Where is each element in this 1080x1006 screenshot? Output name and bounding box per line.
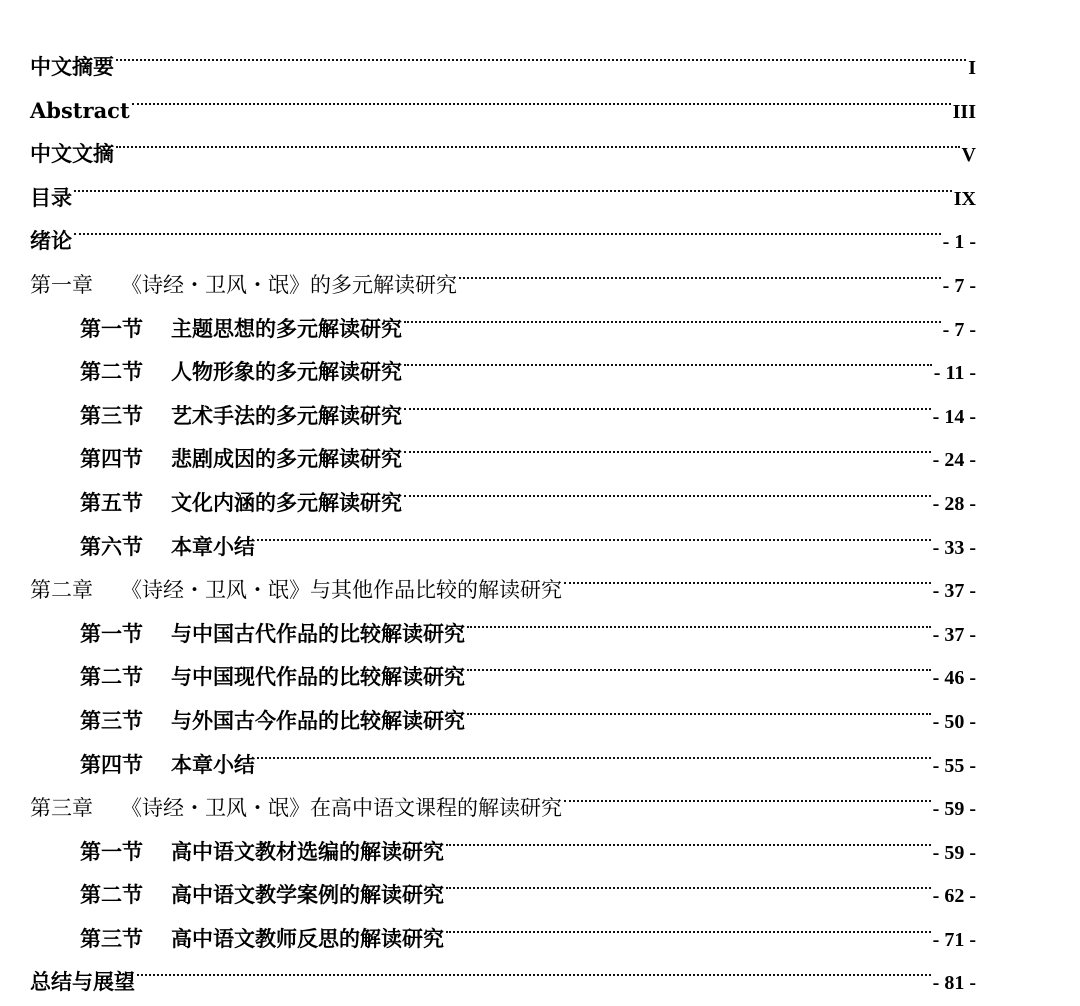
- toc-entry-title: 艺术手法的多元解读研究: [171, 402, 402, 428]
- toc-section-number: 第二节: [80, 359, 143, 385]
- toc-entry-title: 高中语文教材选编的解读研究: [171, 838, 444, 864]
- dot-leader: [446, 815, 931, 859]
- toc-section-number: 第一节: [80, 620, 143, 646]
- dot-leader: [467, 641, 931, 685]
- toc-entry[interactable]: [30, 74, 976, 123]
- dot-leader: [404, 292, 941, 336]
- toc-entry-page: - 1 -: [942, 231, 976, 254]
- toc-entry-page: - 59 -: [932, 798, 976, 821]
- toc-entry-title: 高中语文教学案例的解读研究: [171, 882, 444, 908]
- toc-entry[interactable]: [30, 30, 976, 79]
- toc-entry-page: IX: [953, 187, 976, 210]
- toc-section-number: 第四节: [80, 751, 143, 777]
- toc-entry-title: Abstract: [30, 97, 130, 123]
- toc-section-number: 第四节: [80, 446, 143, 472]
- toc-section-number: 第六节: [80, 533, 143, 559]
- dot-leader: [446, 859, 931, 903]
- toc-entry-title: 悲剧成因的多元解读研究: [171, 446, 402, 472]
- toc-entry-page: - 71 -: [932, 928, 976, 951]
- toc-chapter-number: 第二章: [30, 578, 93, 603]
- toc-chapter-number: 第三章: [30, 796, 93, 821]
- toc-section-number: 第五节: [80, 489, 143, 515]
- toc-entry-page: - 62 -: [932, 885, 976, 908]
- toc-entry-page: - 24 -: [932, 449, 976, 472]
- dot-leader: [404, 379, 931, 423]
- toc-entry-page: - 11 -: [933, 362, 976, 385]
- toc-entry-title: 总结与展望: [30, 969, 135, 995]
- toc-entry-page: - 55 -: [932, 754, 976, 777]
- toc-entry-page: - 33 -: [932, 536, 976, 559]
- toc-entry-page: - 37 -: [932, 580, 976, 603]
- toc-entry-title: 《诗经・卫风・氓》的多元解读研究: [121, 272, 457, 297]
- toc-entry-page: - 46 -: [932, 667, 976, 690]
- toc-entry-page: - 28 -: [932, 492, 976, 515]
- dot-leader: [404, 336, 932, 380]
- toc-section-number: 第三节: [80, 402, 143, 428]
- toc-section-number: 第二节: [80, 664, 143, 690]
- dot-leader: [137, 946, 931, 990]
- toc-entry-title: 与外国古今作品的比较解读研究: [171, 707, 465, 733]
- toc-entry[interactable]: [30, 946, 976, 995]
- toc-entry-title: 中文摘要: [30, 53, 114, 79]
- toc-entry-page: - 7 -: [942, 318, 976, 341]
- toc-entry-page: V: [961, 144, 976, 167]
- dot-leader: [116, 30, 966, 74]
- toc-entry-page: - 50 -: [932, 710, 976, 733]
- toc-section-number: 第三节: [80, 707, 143, 733]
- toc-section-number: 第一节: [80, 838, 143, 864]
- toc-entry[interactable]: [30, 118, 976, 167]
- dot-leader: [116, 118, 960, 162]
- toc-entry-title: 本章小结: [171, 751, 255, 777]
- toc-entry-title: 文化内涵的多元解读研究: [171, 489, 402, 515]
- toc-entry-title: 绪论: [30, 228, 72, 254]
- dot-leader: [564, 772, 931, 816]
- dot-leader: [459, 248, 941, 292]
- toc-entry-title: 目录: [30, 184, 72, 210]
- toc-section-number: 第一节: [80, 315, 143, 341]
- toc-entry-title: 中文文摘: [30, 141, 114, 167]
- toc-chapter-number: 第一章: [30, 272, 93, 297]
- toc-entry-title: 本章小结: [171, 533, 255, 559]
- dot-leader: [467, 684, 931, 728]
- table-of-contents: [30, 30, 976, 995]
- toc-section-number: 第三节: [80, 925, 143, 951]
- dot-leader: [74, 161, 952, 205]
- toc-entry-page: - 59 -: [932, 841, 976, 864]
- toc-entry-page: I: [968, 56, 976, 79]
- toc-entry-title: 高中语文教师反思的解读研究: [171, 925, 444, 951]
- toc-entry-page: - 37 -: [932, 623, 976, 646]
- toc-entry-page: - 14 -: [932, 405, 976, 428]
- toc-entry-page: - 7 -: [942, 274, 976, 297]
- dot-leader: [404, 466, 931, 510]
- toc-chapter-entry[interactable]: [30, 248, 976, 297]
- toc-entry-title: 与中国古代作品的比较解读研究: [171, 620, 465, 646]
- dot-leader: [564, 554, 931, 598]
- toc-section-number: 第二节: [80, 882, 143, 908]
- dot-leader: [257, 510, 931, 554]
- toc-entry-title: 人物形象的多元解读研究: [171, 359, 402, 385]
- toc-entry[interactable]: [30, 205, 976, 254]
- dot-leader: [132, 74, 951, 118]
- toc-entry-title: 与中国现代作品的比较解读研究: [171, 664, 465, 690]
- toc-entry-page: - 81 -: [932, 972, 976, 995]
- dot-leader: [74, 205, 941, 249]
- toc-entry-title: 主题思想的多元解读研究: [171, 315, 402, 341]
- dot-leader: [257, 728, 931, 772]
- dot-leader: [404, 423, 931, 467]
- toc-entry-page: III: [952, 100, 976, 123]
- dot-leader: [467, 597, 931, 641]
- toc-entry-title: 《诗经・卫风・氓》与其他作品比较的解读研究: [121, 578, 562, 603]
- toc-entry-title: 《诗经・卫风・氓》在高中语文课程的解读研究: [121, 796, 562, 821]
- dot-leader: [446, 902, 931, 946]
- toc-entry[interactable]: [30, 161, 976, 210]
